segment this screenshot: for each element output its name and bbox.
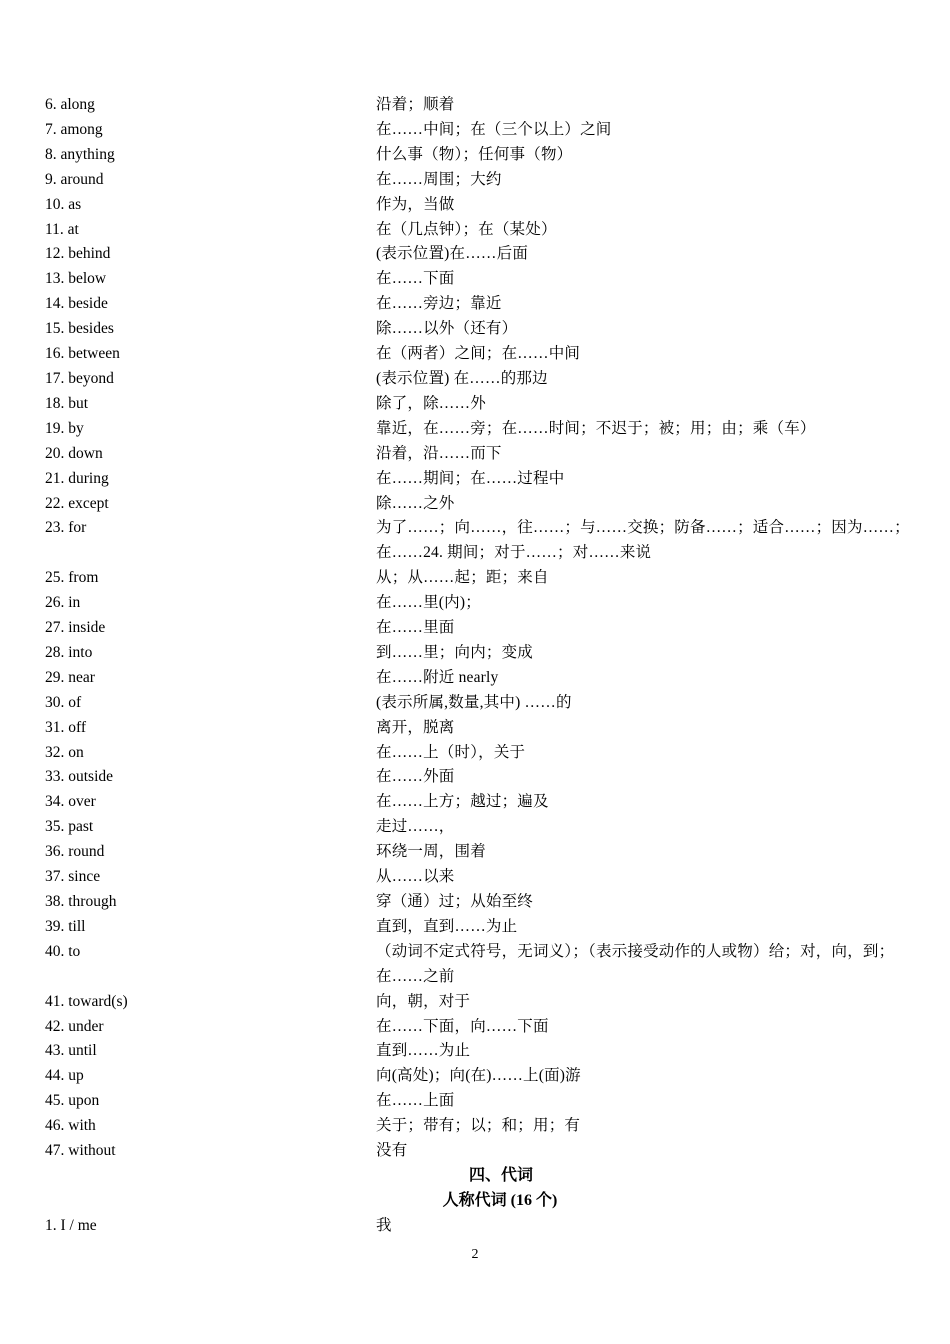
entry-meaning: 在……上（时），关于 <box>376 743 526 761</box>
entry-meaning: (表示位置) 在……的那边 <box>376 369 548 387</box>
entry-meaning: （动词不定式符号，无词义）；（表示接受动作的人或物）给；对，向，到；在……之前 <box>376 942 895 985</box>
entry-word: 31. off <box>45 718 87 736</box>
vocabulary-row <box>45 741 925 766</box>
vocabulary-row <box>45 367 925 392</box>
section-heading: 四、代词 <box>468 1166 533 1184</box>
vocabulary-row <box>45 1064 925 1089</box>
vocabulary-row <box>45 118 925 143</box>
entry-word: 37. since <box>45 868 101 886</box>
entry-word: 6. along <box>45 96 95 113</box>
entry-meaning: 从……以来 <box>376 868 455 886</box>
entry-word: 16. between <box>45 345 120 363</box>
vocabulary-row <box>45 417 925 442</box>
vocabulary-row <box>45 1114 925 1139</box>
entry-meaning: 在（两者）之间；在……中间 <box>376 345 581 363</box>
vocabulary-row <box>45 990 925 1015</box>
entry-word: 45. upon <box>45 1092 100 1110</box>
vocabulary-row <box>45 292 925 317</box>
entry-meaning: 在（几点钟）；在（某处） <box>376 220 557 238</box>
entry-meaning: 在……里(内)； <box>376 594 481 612</box>
vocabulary-row <box>45 1089 925 1114</box>
entry-word: 33. outside <box>45 768 114 786</box>
vocabulary-row <box>45 492 925 517</box>
entry-word: 23. for <box>45 519 87 537</box>
entry-word: 13. below <box>45 270 107 288</box>
entry-meaning: 关于；带有；以；和；用；有 <box>376 1117 581 1135</box>
entry-meaning: 在……中间；在（三个以上）之间 <box>376 120 612 138</box>
entry-meaning: 沿着；顺着 <box>376 96 455 113</box>
vocabulary-row <box>45 616 925 641</box>
vocabulary-row <box>45 691 925 716</box>
pronoun-row <box>45 1214 925 1239</box>
entry-word: 11. at <box>45 220 79 238</box>
entry-word: 30. of <box>45 693 82 711</box>
page-number: 2 <box>471 1247 479 1262</box>
entry-word: 18. but <box>45 394 89 412</box>
entry-word: 17. beyond <box>45 369 114 387</box>
entry-word: 25. from <box>45 569 99 587</box>
entry-meaning: 在……里面 <box>376 619 455 637</box>
vocabulary-row <box>45 342 925 367</box>
entry-word: 20. down <box>45 444 103 462</box>
vocabulary-row <box>45 143 925 168</box>
vocabulary-row <box>45 442 925 467</box>
entry-meaning: 离开，脱离 <box>376 718 455 736</box>
entry-meaning: 除了，除……外 <box>376 394 486 412</box>
vocabulary-row <box>45 865 925 890</box>
vocabulary-row <box>45 890 925 915</box>
entry-meaning: 在……外面 <box>376 768 455 786</box>
entry-meaning: 什么事（物）；任何事（物） <box>376 145 573 163</box>
entry-word: 38. through <box>45 893 117 910</box>
entry-meaning: (表示位置)在……后面 <box>376 245 529 263</box>
vocabulary-row <box>45 840 925 865</box>
entry-meaning: 向，朝，对于 <box>376 992 471 1010</box>
entry-word: 8. anything <box>45 145 115 163</box>
vocabulary-row <box>45 1039 925 1064</box>
entry-meaning: 除……之外 <box>376 494 455 512</box>
entry-word: 26. in <box>45 594 81 612</box>
vocabulary-row <box>45 915 925 940</box>
vocabulary-list <box>45 93 925 1239</box>
entry-word: 29. near <box>45 668 95 686</box>
entry-meaning: (表示所属,数量,其中) ……的 <box>376 693 572 711</box>
vocabulary-row <box>45 218 925 243</box>
vocabulary-row <box>45 267 925 292</box>
entry-meaning: 直到……为止 <box>376 1042 471 1060</box>
entry-meaning: 作为，当做 <box>376 195 455 213</box>
entry-meaning: 在……旁边；靠近 <box>376 295 502 313</box>
entry-meaning: 在……周围；大约 <box>376 170 502 188</box>
entry-word: 14. beside <box>45 295 108 313</box>
vocabulary-row <box>45 1015 925 1040</box>
vocabulary-row <box>45 591 925 616</box>
entry-meaning: 从；从……起；距；来自 <box>376 569 549 587</box>
entry-meaning: 到……里；向内；变成 <box>376 643 534 661</box>
entry-word: 46. with <box>45 1117 96 1135</box>
entry-word: 19. by <box>45 419 84 437</box>
vocabulary-row <box>45 566 925 591</box>
entry-word: 34. over <box>45 793 96 811</box>
entry-word: 40. to <box>45 942 81 960</box>
entry-meaning: 穿（通）过；从始至终 <box>376 893 534 910</box>
entry-word: 15. besides <box>45 320 114 338</box>
vocabulary-row <box>45 93 925 118</box>
entry-word: 10. as <box>45 195 82 213</box>
entry-word: 47. without <box>45 1142 116 1160</box>
entry-meaning: 在……上方；越过；遍及 <box>376 793 549 811</box>
entry-meaning: 环绕一周，围着 <box>376 843 486 861</box>
entry-meaning: 走过……， <box>376 818 455 836</box>
entry-meaning: 为了……；向……，往……；与……交换；防备……；适合……；因为……；在……24. 期间；对于……；对……来说 <box>376 519 910 562</box>
entry-meaning: 在……上面 <box>376 1092 455 1110</box>
entry-word: 44. up <box>45 1067 84 1085</box>
subsection-heading: 人称代词 (16 个) <box>442 1191 558 1209</box>
entry-word: 22. except <box>45 494 109 512</box>
vocabulary-row <box>45 317 925 342</box>
vocabulary-row <box>45 392 925 417</box>
vocabulary-row <box>45 765 925 790</box>
entry-word: 39. till <box>45 917 86 935</box>
entry-meaning: 直到，直到……为止 <box>376 917 518 935</box>
entry-meaning: 除……以外（还有） <box>376 320 518 338</box>
entry-word: 42. under <box>45 1017 104 1035</box>
entry-word: 9. around <box>45 170 104 188</box>
entry-word: 7. among <box>45 120 103 138</box>
vocabulary-row <box>45 516 925 566</box>
entry-word: 36. round <box>45 843 105 861</box>
entry-word: 32. on <box>45 743 84 761</box>
entry-word: 41. toward(s) <box>45 992 128 1010</box>
entry-meaning: 沿着，沿……而下 <box>376 444 502 462</box>
entry-meaning: 我 <box>376 1216 392 1234</box>
entry-meaning: 靠近，在……旁；在……时间；不迟于；被；用；由；乘（车） <box>376 419 816 437</box>
vocabulary-row <box>45 467 925 492</box>
vocabulary-row <box>45 193 925 218</box>
entry-word: 27. inside <box>45 619 106 637</box>
entry-word: 1. I / me <box>45 1216 97 1234</box>
entry-meaning: 没有 <box>376 1142 408 1160</box>
vocabulary-row <box>45 790 925 815</box>
entry-meaning: 向(高处)；向(在)……上(面)游 <box>376 1067 581 1085</box>
entry-meaning: 在……附近 nearly <box>376 668 499 686</box>
entry-meaning: 在……下面 <box>376 270 455 288</box>
entry-word: 35. past <box>45 818 94 836</box>
entry-word: 28. into <box>45 643 93 661</box>
vocabulary-row <box>45 168 925 193</box>
entry-meaning: 在……期间；在……过程中 <box>376 469 565 487</box>
vocabulary-row <box>45 242 925 267</box>
entry-word: 21. during <box>45 469 109 487</box>
vocabulary-row <box>45 641 925 666</box>
vocabulary-row <box>45 716 925 741</box>
entry-word: 12. behind <box>45 245 111 263</box>
vocabulary-row <box>45 666 925 691</box>
vocabulary-row <box>45 815 925 840</box>
vocabulary-row <box>45 1139 925 1164</box>
entry-word: 43. until <box>45 1042 97 1060</box>
preposition-list <box>45 93 925 1164</box>
entry-meaning: 在……下面，向……下面 <box>376 1017 549 1035</box>
vocabulary-row <box>45 940 925 990</box>
